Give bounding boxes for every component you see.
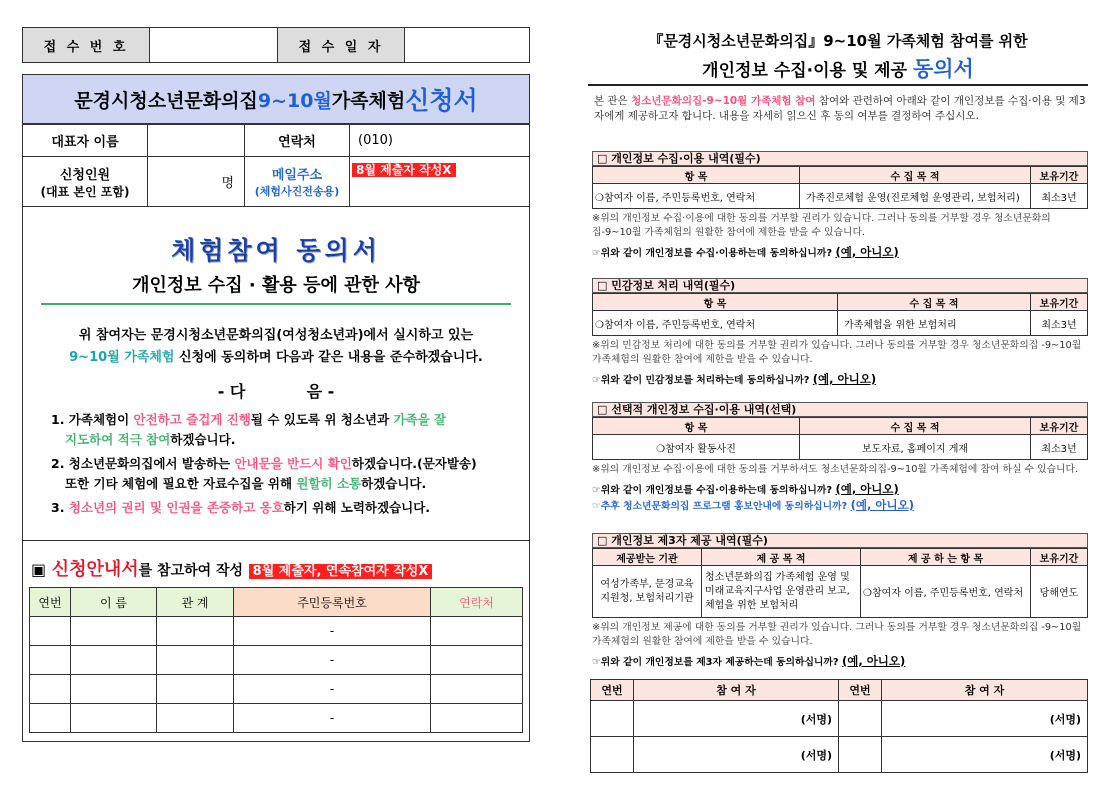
collection-period: 최소3년 <box>1031 184 1088 209</box>
collection-ask-text: ☞위와 같이 개인정보를 수집·이용하는데 동의하십니까? <box>592 248 836 259</box>
privacy-title <box>588 30 1088 83</box>
row-id-field[interactable]: - <box>234 704 431 733</box>
consent-intro-line1: 위 참여자는 문경시청소년문화의집(여성청소년과)에서 실시하고 있는 <box>78 328 474 343</box>
row-no-field[interactable] <box>30 704 71 733</box>
row-relation-field[interactable] <box>157 704 234 733</box>
contact-label: 연락처 <box>245 125 350 157</box>
row-contact-field[interactable] <box>431 675 523 704</box>
sensitive-table <box>592 293 1088 336</box>
members-label-sub: (대표 본인 포함) <box>40 184 130 199</box>
optional-purpose: 보도자료, 홈페이지 게재 <box>800 435 1031 460</box>
receipt-date-field[interactable] <box>405 28 530 63</box>
row-id-field[interactable]: - <box>234 646 431 675</box>
col-period: 보유기간 <box>1031 294 1088 311</box>
section-sensitive-head: □ 민감정보 처리 내역(필수) <box>592 278 1088 293</box>
privacy-intro-hl: 청소년문화의집-9~10월 가족체험 참여 <box>631 95 816 107</box>
third-party-table <box>592 548 1088 618</box>
sign-no-field[interactable] <box>839 737 882 773</box>
contact-field[interactable]: (010) <box>350 125 530 157</box>
col-period: 보유기간 <box>1031 549 1088 566</box>
privacy-title-main: 개인정보 수집·이용 및 제공 <box>702 61 913 81</box>
optional-yes-no[interactable]: (예, 아니오) <box>835 482 899 496</box>
col-purpose: 수 집 목 적 <box>800 418 1031 435</box>
row-contact-field[interactable] <box>431 704 523 733</box>
email-label <box>245 157 350 207</box>
row-id-field[interactable]: - <box>234 617 431 646</box>
title-org: 문경시청소년문화의집 <box>74 89 258 112</box>
collection-item: ❍참여자 이름, 주민등록번호, 연락처 <box>593 184 800 209</box>
row-relation-field[interactable] <box>157 617 234 646</box>
sensitive-purpose: 가족체험을 위한 보험처리 <box>838 311 1031 336</box>
col-recipient: 제공받는 기관 <box>593 549 702 566</box>
privacy-intro-a: 본 관은 <box>594 95 632 107</box>
consent-intro-line2 <box>23 347 529 369</box>
guide-line <box>31 555 529 581</box>
collection-table <box>592 166 1088 209</box>
email-field[interactable] <box>350 157 530 207</box>
guide-mark: ▣ <box>31 560 47 579</box>
row-name-field[interactable] <box>71 675 157 704</box>
sign-no-field[interactable] <box>591 701 634 737</box>
privacy-intro <box>594 94 1088 124</box>
optional-period: 최소3년 <box>1031 435 1088 460</box>
sign-col-no: 연번 <box>591 680 634 701</box>
col-purpose: 수 집 목 적 <box>838 294 1031 311</box>
rule-3-num: 3. <box>51 500 69 515</box>
collection-note: ※위의 개인정보 수집·이용에 대한 동의를 거부할 권리가 있습니다. 그러나 동의를 거부할 경우 청소년문화의집-9~10월 가족체험의 원활한 참여에 제한을 받을 수 있습니다. <box>592 213 1051 238</box>
rule-1-text: 1. 가족체험이 <box>51 412 134 427</box>
col-item: 항 목 <box>593 418 800 435</box>
rule-2-text3: 또한 기타 체험에 필요한 자료수집을 위해 <box>65 476 297 491</box>
section-optional-head: □ 선택적 개인정보 수집·이용 내역(선택) <box>592 402 1088 417</box>
consent-title: 체험참여 동의서 <box>171 236 381 265</box>
email-label-text: 메일주소 <box>271 168 323 183</box>
col-name: 이 름 <box>71 588 157 617</box>
members-label <box>23 157 148 207</box>
third-party-purpose: 청소년문화의집 가족체험 운영 및 미래교육지구사업 운영관리 보고, 체험을 위한 보험처리 <box>702 566 861 618</box>
rule-3-text: 하기 위해 노력하겠습니다. <box>283 500 431 515</box>
title-event: 가족체험 <box>331 89 406 112</box>
email-label-sub: (체험사진전송용) <box>254 185 340 198</box>
rule-1-text2: 될 수 있도록 위 청소년과 <box>250 412 394 427</box>
title-month: 9~10월 <box>257 89 332 112</box>
rule-2-hl1: 안내문을 반드시 확인 <box>234 456 352 471</box>
col-item: 제 공 하 는 항 목 <box>861 549 1031 566</box>
rule-2-hl2: 원할히 소통 <box>296 476 362 491</box>
row-relation-field[interactable] <box>157 646 234 675</box>
consent-intro <box>23 325 529 369</box>
sensitive-note: ※위의 민감정보 처리에 대한 동의를 거부할 권리가 있습니다. 그러나 동의를 거부할 경우 청소년문화의집 -9~10월 가족체험의 원활한 참여에 제한을 받을 수 있습니다. <box>592 340 1082 365</box>
table-row <box>30 675 523 704</box>
row-name-field[interactable] <box>71 646 157 675</box>
optional-item: ❍참여자 활동사진 <box>593 435 800 460</box>
sign-col-participant: 참 여 자 <box>634 680 839 701</box>
privacy-title-consent: 동의서 <box>912 57 974 81</box>
receipt-number-field[interactable] <box>150 28 278 63</box>
third-party-item: ❍참여자 이름, 주민등록번호, 연락처 <box>861 566 1031 618</box>
rep-name-field[interactable] <box>148 125 245 157</box>
row-contact-field[interactable] <box>431 617 523 646</box>
sensitive-period: 최소3년 <box>1031 311 1088 336</box>
sensitive-item: ❍참여자 이름, 주민등록번호, 연락처 <box>593 311 838 336</box>
rule-2 <box>51 454 529 474</box>
third-party-period: 당해연도 <box>1031 566 1088 618</box>
receipt-date-label: 접 수 일 자 <box>278 28 405 63</box>
members-field[interactable]: 명 <box>148 157 245 207</box>
row-name-field[interactable] <box>71 704 157 733</box>
row-id-field[interactable]: - <box>234 675 431 704</box>
row-relation-field[interactable] <box>157 675 234 704</box>
rule-3 <box>51 498 529 518</box>
rule-2-text2: 하겠습니다.(문자발송) <box>351 456 477 471</box>
optional-note: ※위의 개인정보 수집·이용에 대한 동의를 거부하셔도 청소년문화의집-9~10월 가족체험에 참여 하실 수 있습니다. <box>592 464 1079 475</box>
sign-field[interactable]: (서명) <box>634 701 839 737</box>
rule-1-hl1: 안전하고 즐겁게 진행 <box>133 412 251 427</box>
col-purpose: 제 공 목 적 <box>702 549 861 566</box>
sign-field[interactable]: (서명) <box>882 701 1088 737</box>
rule-3-hl: 청소년의 권리 및 인권을 존중하고 옹호 <box>68 500 284 515</box>
section-collection-head: □ 개인정보 수집·이용 내역(필수) <box>592 151 1088 166</box>
guide-note: 8월 제출자, 연속참여자 작성X <box>249 564 433 579</box>
sign-no-field[interactable] <box>591 737 634 773</box>
row-no-field[interactable] <box>30 646 71 675</box>
third-party-ask-text: ☞위와 같이 개인정보를 제3자 제공하는데 동의하십니까? <box>592 657 842 668</box>
col-item: 항 목 <box>593 294 838 311</box>
rule-2-text: 2. 청소년문화의집에서 발송하는 <box>51 456 235 471</box>
rule-1-cont <box>51 430 529 450</box>
sign-no-field[interactable] <box>839 701 882 737</box>
signature-row <box>591 701 1088 737</box>
consent-header <box>23 231 529 305</box>
section-collection <box>592 151 1088 260</box>
receipt-number-label: 접 수 번 호 <box>23 28 150 63</box>
email-note: 8월 제출자 작성X <box>352 163 456 177</box>
third-party-recipient: 여성가족부, 문경교육지원청, 보험처리기관 <box>593 566 702 618</box>
receipt-table <box>22 27 530 63</box>
table-row <box>30 617 523 646</box>
col-id: 주민등록번호 <box>234 588 431 617</box>
col-period: 보유기간 <box>1031 167 1088 184</box>
signature-table <box>590 679 1088 773</box>
collection-ask <box>592 244 1088 260</box>
guide-title: 신청안내서 <box>51 559 139 580</box>
promo-ask <box>592 497 1088 513</box>
promo-ask-text: ☞추후 청소년문화의집 프로그램 홍보안내에 동의하십니까? <box>592 501 851 512</box>
rule-2-cont <box>51 474 529 494</box>
privacy-title-line2 <box>588 53 1088 83</box>
col-item: 항 목 <box>593 167 800 184</box>
consent-intro-rest: 신청에 동의하며 다음과 같은 내용을 준수하겠습니다. <box>174 350 483 365</box>
section-third-party <box>592 533 1088 669</box>
col-period: 보유기간 <box>1031 418 1088 435</box>
family-table <box>29 587 523 733</box>
optional-ask <box>592 481 1088 497</box>
row-contact-field[interactable] <box>431 646 523 675</box>
application-form <box>22 74 530 742</box>
rule-1-text3: 하겠습니다. <box>170 432 236 447</box>
rep-name-label: 대표자 이름 <box>23 125 148 157</box>
collection-yes-no[interactable]: (예, 아니오) <box>835 245 899 259</box>
col-purpose: 수 집 목 적 <box>800 167 1031 184</box>
rule-2-text4: 하겠습니다. <box>361 476 427 491</box>
application-title <box>23 75 529 124</box>
title-form: 신청서 <box>405 86 478 115</box>
section-sensitive <box>592 278 1088 387</box>
third-party-note: ※위의 개인정보 제공에 대한 동의를 거부할 권리가 있습니다. 그러나 동의를 거부할 경우 청소년문화의집 -9~10월 가족체험의 원활한 참여에 제한을 받을 수 있습니다. <box>592 622 1082 647</box>
sign-col-no-2: 연번 <box>839 680 882 701</box>
sensitive-ask <box>592 371 1088 387</box>
sign-field[interactable]: (서명) <box>634 737 839 773</box>
rule-1 <box>51 410 529 430</box>
consent-intro-month: 9~10월 가족체험 <box>69 350 175 365</box>
promo-yes-no[interactable]: (예, 아니오) <box>850 498 914 512</box>
guide-rest: 를 참고하여 작성 <box>138 563 244 579</box>
optional-ask-text: ☞위와 같이 개인정보를 수집·이용하는데 동의하십니까? <box>592 485 836 496</box>
consent-subtitle: 개인정보 수집 · 활용 등에 관한 사항 <box>132 275 420 296</box>
third-party-ask <box>592 653 1088 669</box>
sign-field[interactable]: (서명) <box>882 737 1088 773</box>
sign-col-participant-2: 참 여 자 <box>882 680 1088 701</box>
col-contact: 연락처 <box>431 588 523 617</box>
third-party-yes-no[interactable]: (예, 아니오) <box>841 654 906 668</box>
consent-divider <box>41 303 511 305</box>
table-row <box>30 646 523 675</box>
next-heading: - 다 음 - <box>217 382 335 401</box>
rules-list <box>51 410 529 518</box>
members-label-text: 신청인원 <box>59 167 111 183</box>
row-no-field[interactable] <box>30 617 71 646</box>
col-relation: 관 계 <box>157 588 234 617</box>
signature-row <box>591 737 1088 773</box>
row-no-field[interactable] <box>30 675 71 704</box>
table-row <box>30 704 523 733</box>
collection-purpose: 가족진로체험 운영(진로체험 운영관리, 보험처리) <box>800 184 1031 209</box>
privacy-intro-c: 참여와 관련하여 아래와 같이 개인정보를 수집·이용 및 제3자에게 제공하고자 합니다. 내용을 자세히 읽으신 후 동의 여부를 결정하여 주십시오. <box>594 95 1086 122</box>
applicant-info-table <box>23 124 529 207</box>
rule-1-hl3: 지도하여 적극 참여 <box>65 432 171 447</box>
row-name-field[interactable] <box>71 617 157 646</box>
optional-table <box>592 417 1088 460</box>
col-no: 연번 <box>30 588 71 617</box>
section-optional <box>592 402 1088 513</box>
sensitive-ask-text: ☞위와 같이 민감정보를 처리하는데 동의하십니까? <box>592 375 813 386</box>
rule-1-hl2: 가족을 잘 <box>393 412 447 427</box>
privacy-title-line1: 『문경시청소년문화의집』9~10월 가족체험 참여를 위한 <box>648 32 1028 50</box>
sensitive-yes-no[interactable]: (예, 아니오) <box>812 372 877 386</box>
section-third-party-head: □ 개인정보 제3자 제공 내역(필수) <box>592 533 1088 548</box>
